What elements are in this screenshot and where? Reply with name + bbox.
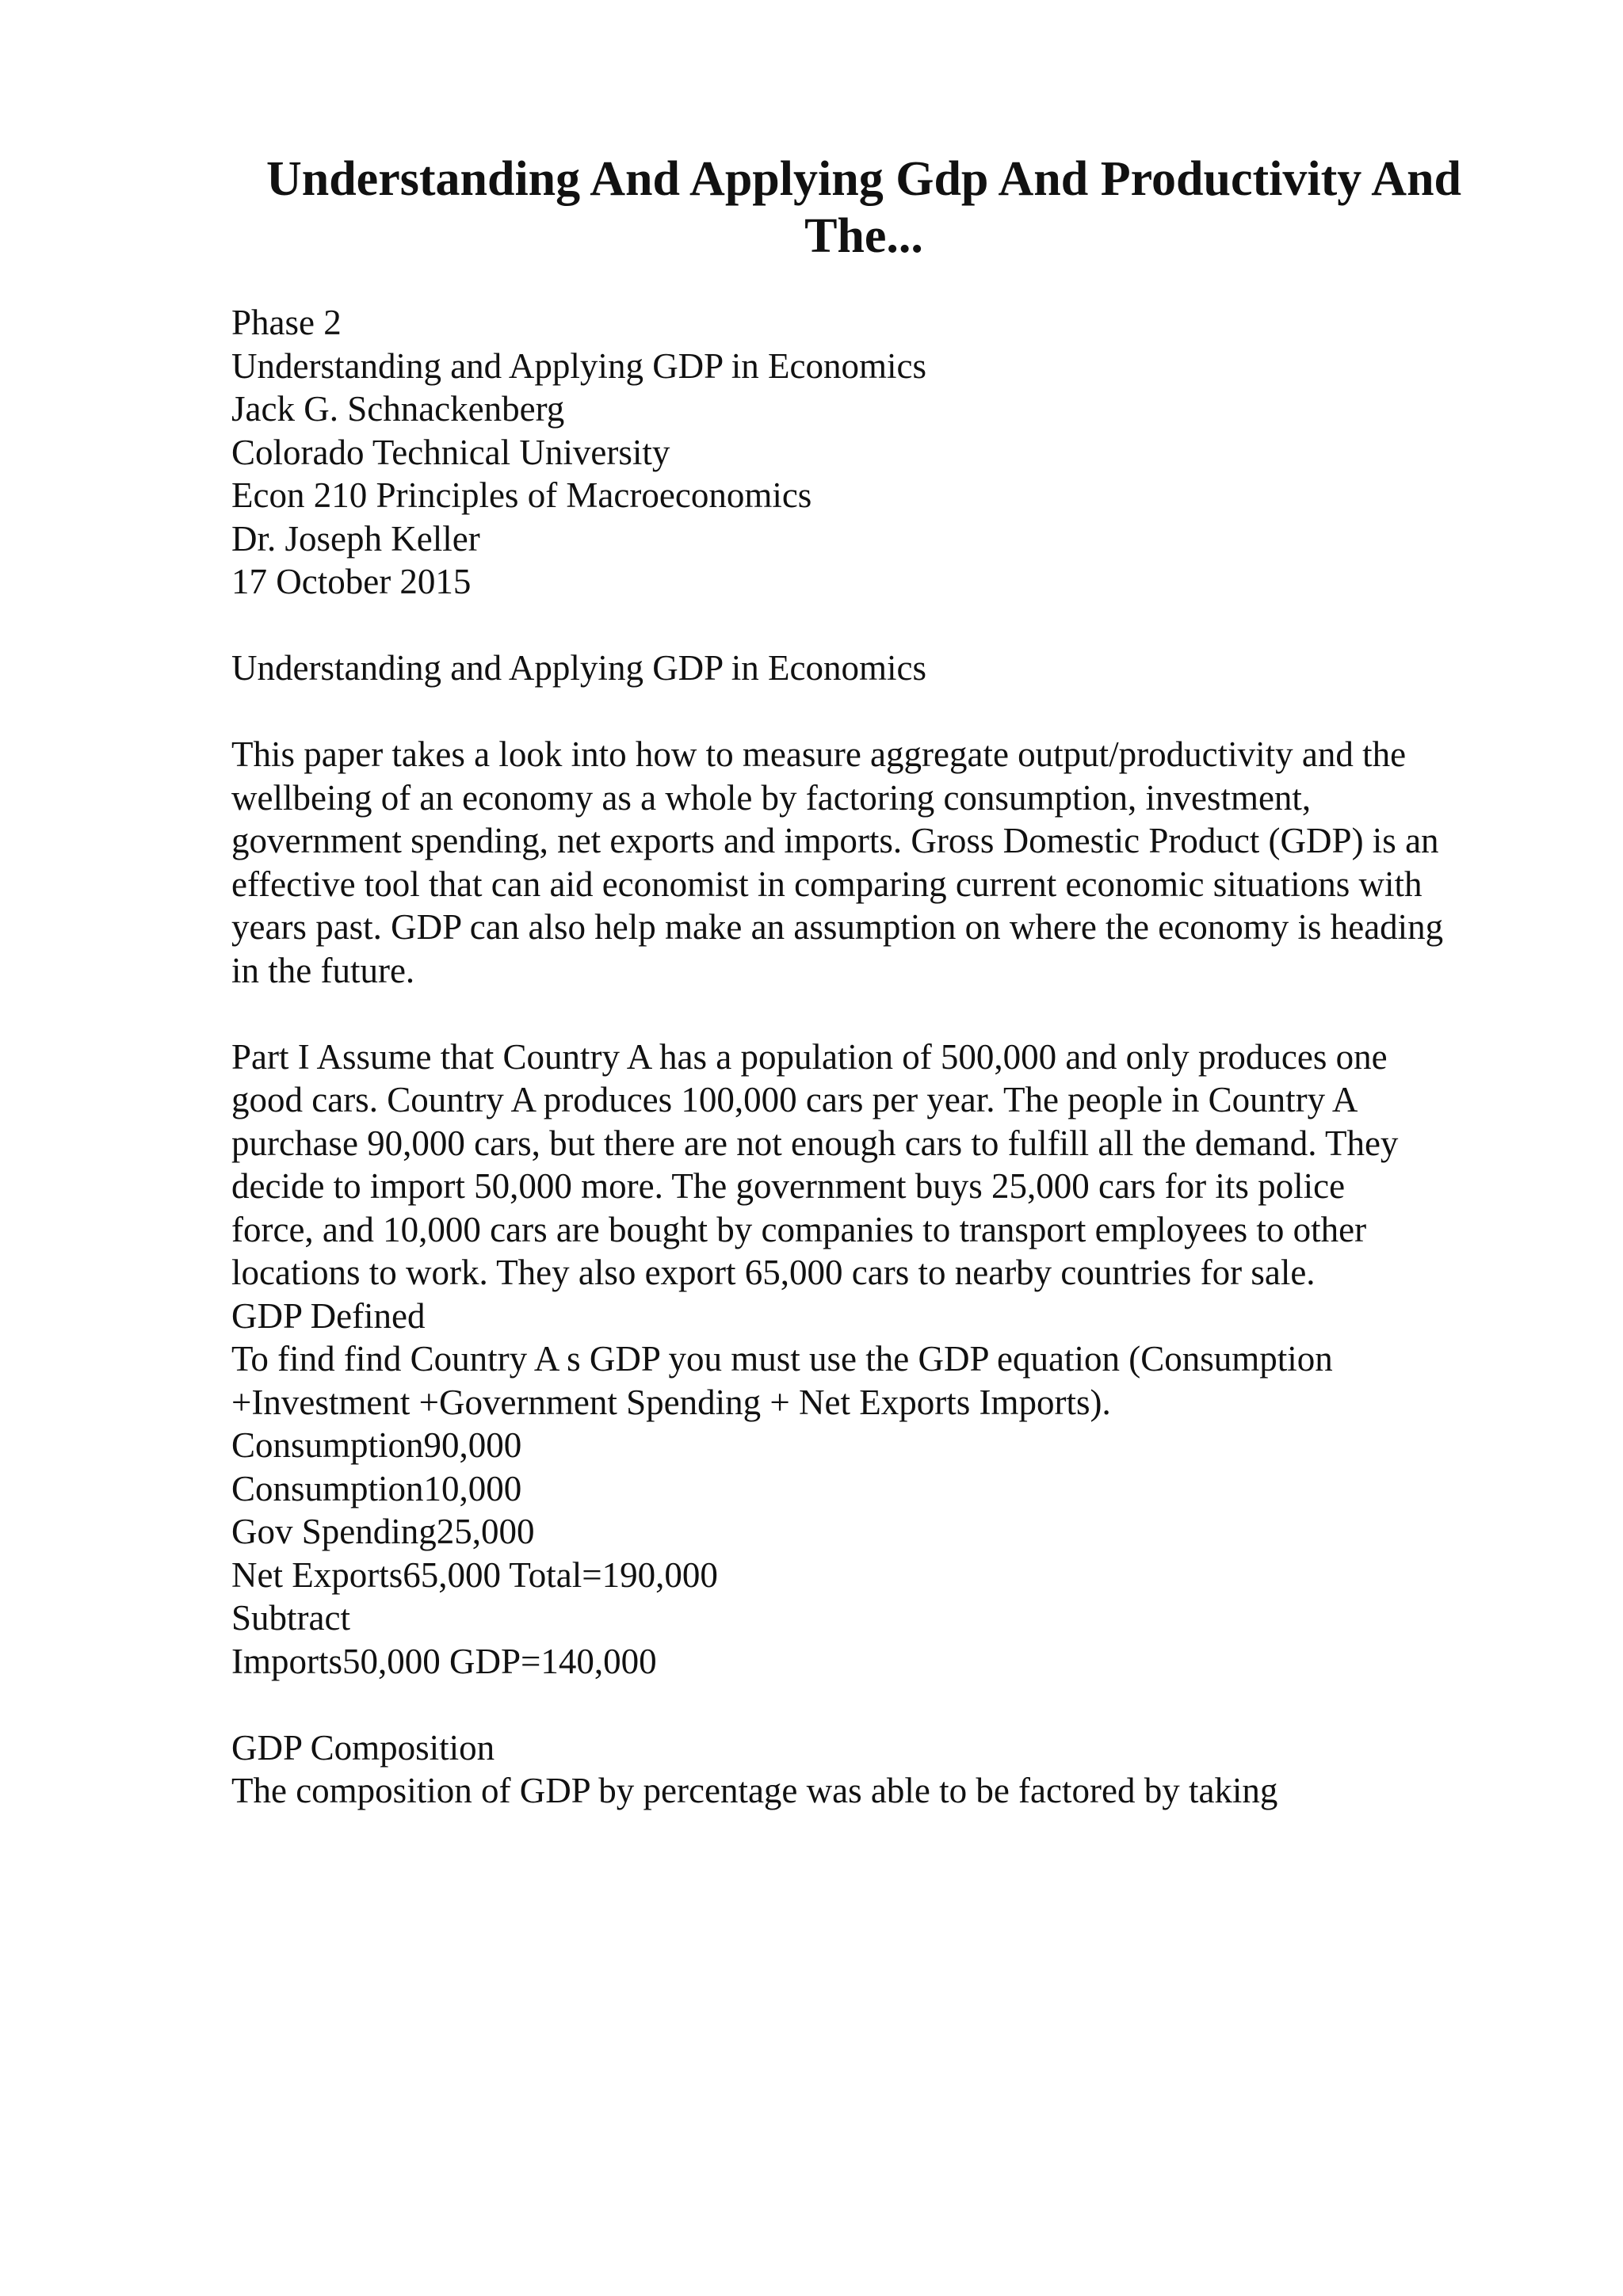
header-author: Jack G. Schnackenberg [231,389,565,429]
document-body [231,301,1515,1813]
calc-consumption: Consumption90,000 [231,1425,522,1465]
abstract-line: effective tool that can aid economist in comparing current economic situations with [231,864,1423,904]
part-one-line: good cars. Country A produces 100,000 cars per year. The people in Country A [231,1080,1358,1119]
composition-section [231,1726,1515,1813]
calc-subtract: Subtract [231,1598,350,1638]
header-paper-title: Understanding and Applying GDP in Economics [231,345,926,386]
calc-imports-gdp: Imports50,000 GDP=140,000 [231,1641,657,1681]
gdp-defined-heading: GDP Defined [231,1295,426,1336]
header-instructor: Dr. Joseph Keller [231,518,480,559]
part-one-line: decide to import 50,000 more. The government buys 25,000 cars for its police [231,1166,1346,1206]
abstract-line: years past. GDP can also help make an assumption on where the economy is heading [231,907,1444,947]
paragraph-gap [231,690,1515,734]
part-one-line: locations to work. They also export 65,000 cars to nearby countries for sale. [231,1253,1316,1292]
header-block [231,301,1515,604]
calc-gov-spending: Gov Spending25,000 [231,1512,535,1551]
title-line: Understanding And Applying Gdp And Productivity And [265,152,1462,206]
composition-line: The composition of GDP by percentage was able to be factored by taking [231,1771,1278,1810]
header-institution: Colorado Technical University [231,432,670,472]
calc-investment: Consumption10,000 [231,1468,522,1508]
part-one-line: Part I Assume that Country A has a population of 500,000 and only produces one [231,1036,1388,1077]
section-title: Understanding and Applying GDP in Economics [231,648,926,688]
calc-net-exports: Net Exports65,000 Total=190,000 [231,1554,718,1595]
paragraph-gap [231,992,1515,1035]
part-one-line: purchase 90,000 cars, but there are not enough cars to fulfill all the demand. They [231,1123,1399,1163]
header-phase: Phase 2 [231,303,342,342]
document-title [230,151,1498,265]
paragraph-gap [231,1683,1515,1726]
header-date: 17 October 2015 [231,562,472,601]
abstract-line: government spending, net exports and imports. Gross Domestic Product (GDP) is an [231,821,1439,860]
header-course: Econ 210 Principles of Macroeconomics [231,475,812,515]
abstract-line: in the future. [231,950,415,990]
part-one-line: +Investment +Government Spending + Net Exports Imports). [231,1382,1111,1422]
abstract-line: wellbeing of an economy as a whole by factoring consumption, investment, [231,777,1312,818]
part-one-line: force, and 10,000 cars are bought by companies to transport employees to other [231,1209,1367,1249]
part-one-line: To find find Country A s GDP you must use the GDP equation (Consumption [231,1339,1333,1379]
abstract-paragraph [231,733,1515,992]
title-line: The... [804,209,923,263]
paragraph-gap [231,604,1515,647]
part-one-section [231,1035,1515,1684]
abstract-line: This paper takes a look into how to measure aggregate output/productivity and the [231,734,1407,774]
gdp-composition-heading: GDP Composition [231,1727,495,1768]
